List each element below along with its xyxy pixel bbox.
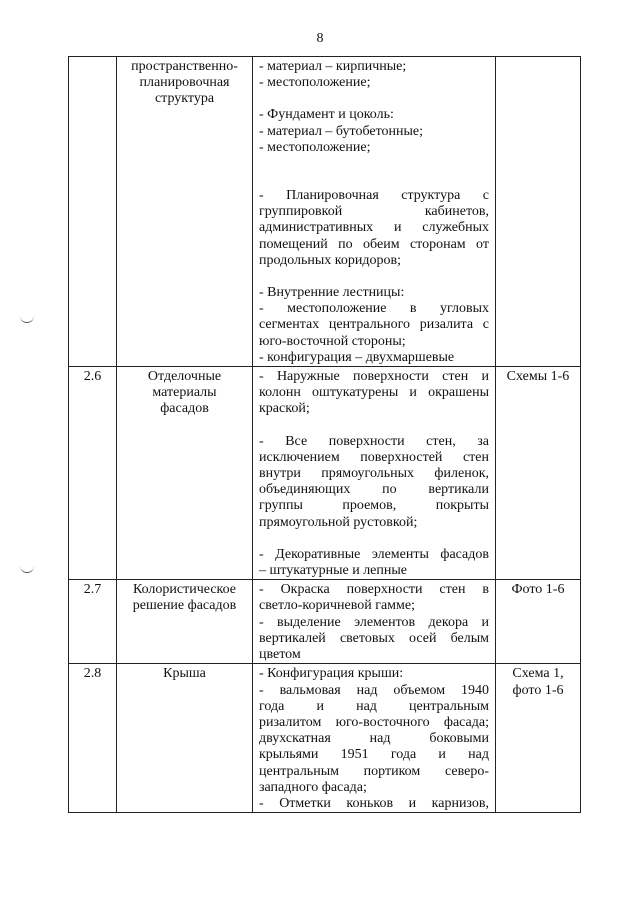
reference-cell: [496, 580, 581, 664]
reference-line: фото 1-6: [512, 682, 564, 698]
description-line: - Отметки коньков и карнизов,: [259, 795, 489, 811]
description-line: центральным портиком северо-: [259, 763, 489, 779]
paragraph-gap: [259, 418, 489, 434]
description-line: исключением поверхностей стен: [259, 449, 489, 465]
description-line: - Декоративные элементы фасадов: [259, 546, 489, 562]
paragraph-gap: [259, 91, 489, 107]
description-line: группы проемов, покрыты: [259, 498, 489, 514]
description-line: двухскатная над боковыми: [259, 731, 489, 747]
description-line: крыльями 1951 года и над: [259, 747, 489, 763]
description-line: цветом: [259, 647, 301, 663]
feature-name-line: Колористическое: [132, 582, 237, 598]
feature-description-cell: [253, 367, 496, 580]
description-line: западного фасада;: [259, 779, 367, 795]
description-line: помещений по обеим сторонам от: [259, 236, 489, 252]
description-line: - Планировочная структура с: [259, 188, 489, 204]
feature-name-cell: [117, 57, 253, 367]
description-line: - Конфигурация крыши:: [259, 666, 404, 682]
table-row: [69, 580, 581, 664]
description-line: административных и служебных: [259, 220, 489, 236]
description-line: - местоположение в угловых: [259, 301, 489, 317]
table-row: [69, 367, 581, 580]
row-number-cell: 2.7: [69, 580, 117, 664]
feature-name-line: фасадов: [160, 401, 209, 417]
description-line: - материал – кирпичные;: [259, 59, 407, 74]
reference-cell: [496, 367, 581, 580]
description-line: сегментах центрального ризалита с: [259, 317, 489, 333]
description-line: группировкой кабинетов,: [259, 204, 489, 220]
feature-name-line: материалы: [152, 385, 217, 401]
description-line: - Внутренние лестницы:: [259, 285, 405, 301]
description-line: года и над центральным: [259, 698, 489, 714]
feature-description-cell: [253, 664, 496, 813]
feature-description-cell: [253, 580, 496, 664]
feature-name-line: структура: [154, 91, 215, 107]
feature-name-line: пространственно-: [131, 59, 238, 74]
feature-name-cell: [117, 580, 253, 664]
feature-name-line: планировочная: [139, 75, 230, 91]
reference-cell: [496, 57, 581, 367]
description-line: - конфигурация – двухмаршевые: [259, 349, 455, 365]
description-line: - местоположение;: [259, 139, 371, 155]
feature-name-cell: [117, 664, 253, 813]
description-line: - Все поверхности стен, за: [259, 433, 489, 449]
paragraph-gap: [259, 269, 489, 285]
margin-mark: [20, 316, 34, 323]
description-line: - Фундамент и цоколь:: [259, 107, 394, 123]
row-number-cell: [69, 57, 117, 367]
feature-name-line: Крыша: [163, 666, 206, 682]
description-line: колонн оштукатурены и окрашены: [259, 385, 489, 401]
description-line: - Наружные поверхности стен и: [259, 369, 489, 385]
reference-cell: [496, 664, 581, 813]
description-line: - материал – бутобетонные;: [259, 123, 424, 139]
feature-name-cell: [117, 367, 253, 580]
paragraph-gap: [259, 156, 489, 188]
description-line: светло-коричневой гамме;: [259, 598, 415, 614]
description-line: краской;: [259, 401, 310, 417]
row-number-cell: 2.8: [69, 664, 117, 813]
heritage-features-table: [68, 56, 581, 813]
feature-name-line: Отделочные: [147, 369, 222, 385]
description-line: - Окраска поверхности стен в: [259, 582, 489, 598]
description-line: - местоположение;: [259, 75, 371, 91]
description-line: вертикалей световых осей белым: [259, 630, 489, 646]
description-line: объединяющих по вертикали: [259, 482, 489, 498]
description-line: - вальмовая над объемом 1940: [259, 682, 489, 698]
margin-mark: [20, 566, 34, 573]
paragraph-gap: [259, 531, 489, 547]
description-line: прямоугольной рустовкой;: [259, 514, 418, 530]
feature-name-line: решение фасадов: [132, 598, 237, 614]
description-line: юго-восточной стороны;: [259, 333, 406, 349]
description-line: – штукатурные и лепные: [259, 563, 407, 579]
table-row: [69, 57, 581, 367]
feature-description-cell: [253, 57, 496, 367]
reference-line: Фото 1-6: [511, 582, 565, 598]
description-line: продольных коридоров;: [259, 252, 402, 268]
row-number-cell: 2.6: [69, 367, 117, 580]
description-line: ризалитом юго-восточного фасада;: [259, 714, 489, 730]
table-row: [69, 664, 581, 813]
reference-line: Схема 1,: [512, 666, 564, 682]
reference-line: Схемы 1-6: [506, 369, 570, 385]
description-line: - выделение элементов декора и: [259, 614, 489, 630]
page-number: 8: [316, 31, 324, 46]
description-line: внутри прямоугольных филенок,: [259, 466, 489, 482]
